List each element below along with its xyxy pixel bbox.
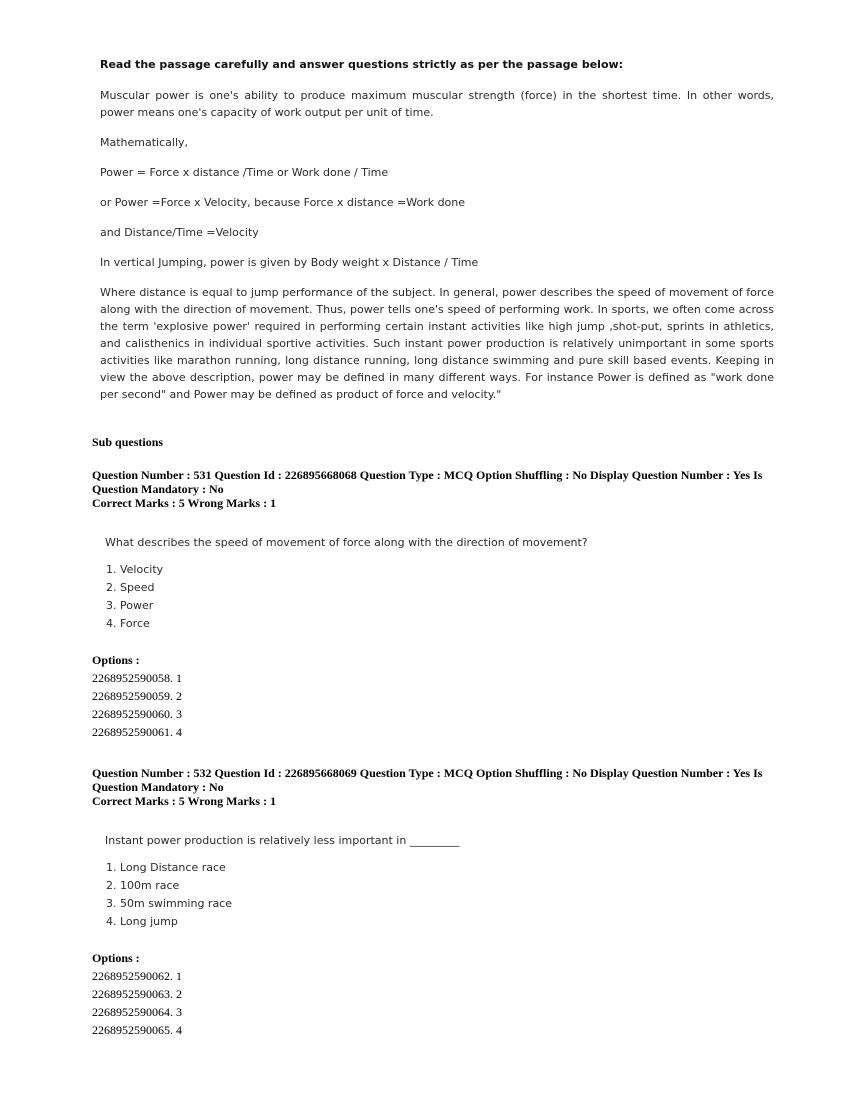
choice-item: 2. Speed — [106, 581, 155, 594]
option-id: 2268952590061. 4 — [92, 725, 182, 739]
passage-paragraph: Where distance is equal to jump performance of the subject. In general, power describes the speed of movement of force along with the direction of movement. Thus, power tells one's speed of performing work. In sports, we often come across the term 'explosive power' required in performing certain instant activities like high jump ,shot-put, sprints in athletics, and calisthenics in individual sportive activities. Such instant power production is relatively unimportant in some sports activities like marathon running, long distance running, long distance swimming and pure skill based events. Keeping in view the above description, power may be defined in many different ways. For instance Power is defined as "work done per second" and Power may be defined as product of force and velocity." — [100, 286, 774, 401]
passage — [100, 56, 774, 403]
passage-formula: or Power =Force x Velocity, because Force x distance =Work done — [100, 196, 466, 209]
passage-formula: and Distance/Time =Velocity — [100, 226, 259, 239]
option-id: 2268952590058. 1 — [92, 671, 182, 685]
choice-item: 4. Force — [106, 617, 150, 630]
options-list — [92, 669, 772, 741]
question-meta: Question Number : 531 Question Id : 226895668068 Question Type : MCQ Option Shuffling : No Display Question Number : Yes Is Question Mandatory : No — [92, 468, 763, 496]
choice-list — [106, 859, 772, 931]
choice-item: 2. 100m race — [106, 879, 180, 892]
options-list — [92, 967, 772, 1039]
question-block — [92, 766, 772, 1039]
option-id: 2268952590064. 3 — [92, 1005, 182, 1019]
option-id: 2268952590065. 4 — [92, 1023, 182, 1037]
choice-item: 1. Velocity — [106, 563, 164, 576]
option-id: 2268952590059. 2 — [92, 689, 182, 703]
option-id: 2268952590063. 2 — [92, 987, 182, 1001]
options-heading: Options : — [92, 653, 140, 667]
choice-list — [106, 561, 772, 633]
passage-formula: In vertical Jumping, power is given by Body weight x Distance / Time — [100, 256, 479, 269]
question-block — [92, 468, 772, 741]
passage-instruction: Read the passage carefully and answer questions strictly as per the passage below: — [100, 58, 624, 71]
passage-paragraph: Mathematically, — [100, 136, 189, 149]
option-id: 2268952590062. 1 — [92, 969, 182, 983]
question-marks: Correct Marks : 5 Wrong Marks : 1 — [92, 496, 277, 510]
passage-formula: Power = Force x distance /Time or Work done / Time — [100, 166, 389, 179]
options-heading: Options : — [92, 951, 140, 965]
question-text: Instant power production is relatively less important in _________ — [105, 834, 460, 847]
question-marks: Correct Marks : 5 Wrong Marks : 1 — [92, 794, 277, 808]
choice-item: 1. Long Distance race — [106, 861, 226, 874]
question-meta: Question Number : 532 Question Id : 226895668069 Question Type : MCQ Option Shuffling : No Display Question Number : Yes Is Question Mandatory : No — [92, 766, 763, 794]
option-id: 2268952590060. 3 — [92, 707, 182, 721]
choice-item: 4. Long jump — [106, 915, 178, 928]
question-text: What describes the speed of movement of force along with the direction of movement? — [105, 536, 588, 549]
sub-questions-heading: Sub questions — [92, 435, 164, 449]
choice-item: 3. 50m swimming race — [106, 897, 233, 910]
passage-paragraph: Muscular power is one's ability to produce maximum muscular strength (force) in the shortest time. In other words, power means one's capacity of work output per unit of time. — [100, 89, 774, 119]
choice-item: 3. Power — [106, 599, 154, 612]
